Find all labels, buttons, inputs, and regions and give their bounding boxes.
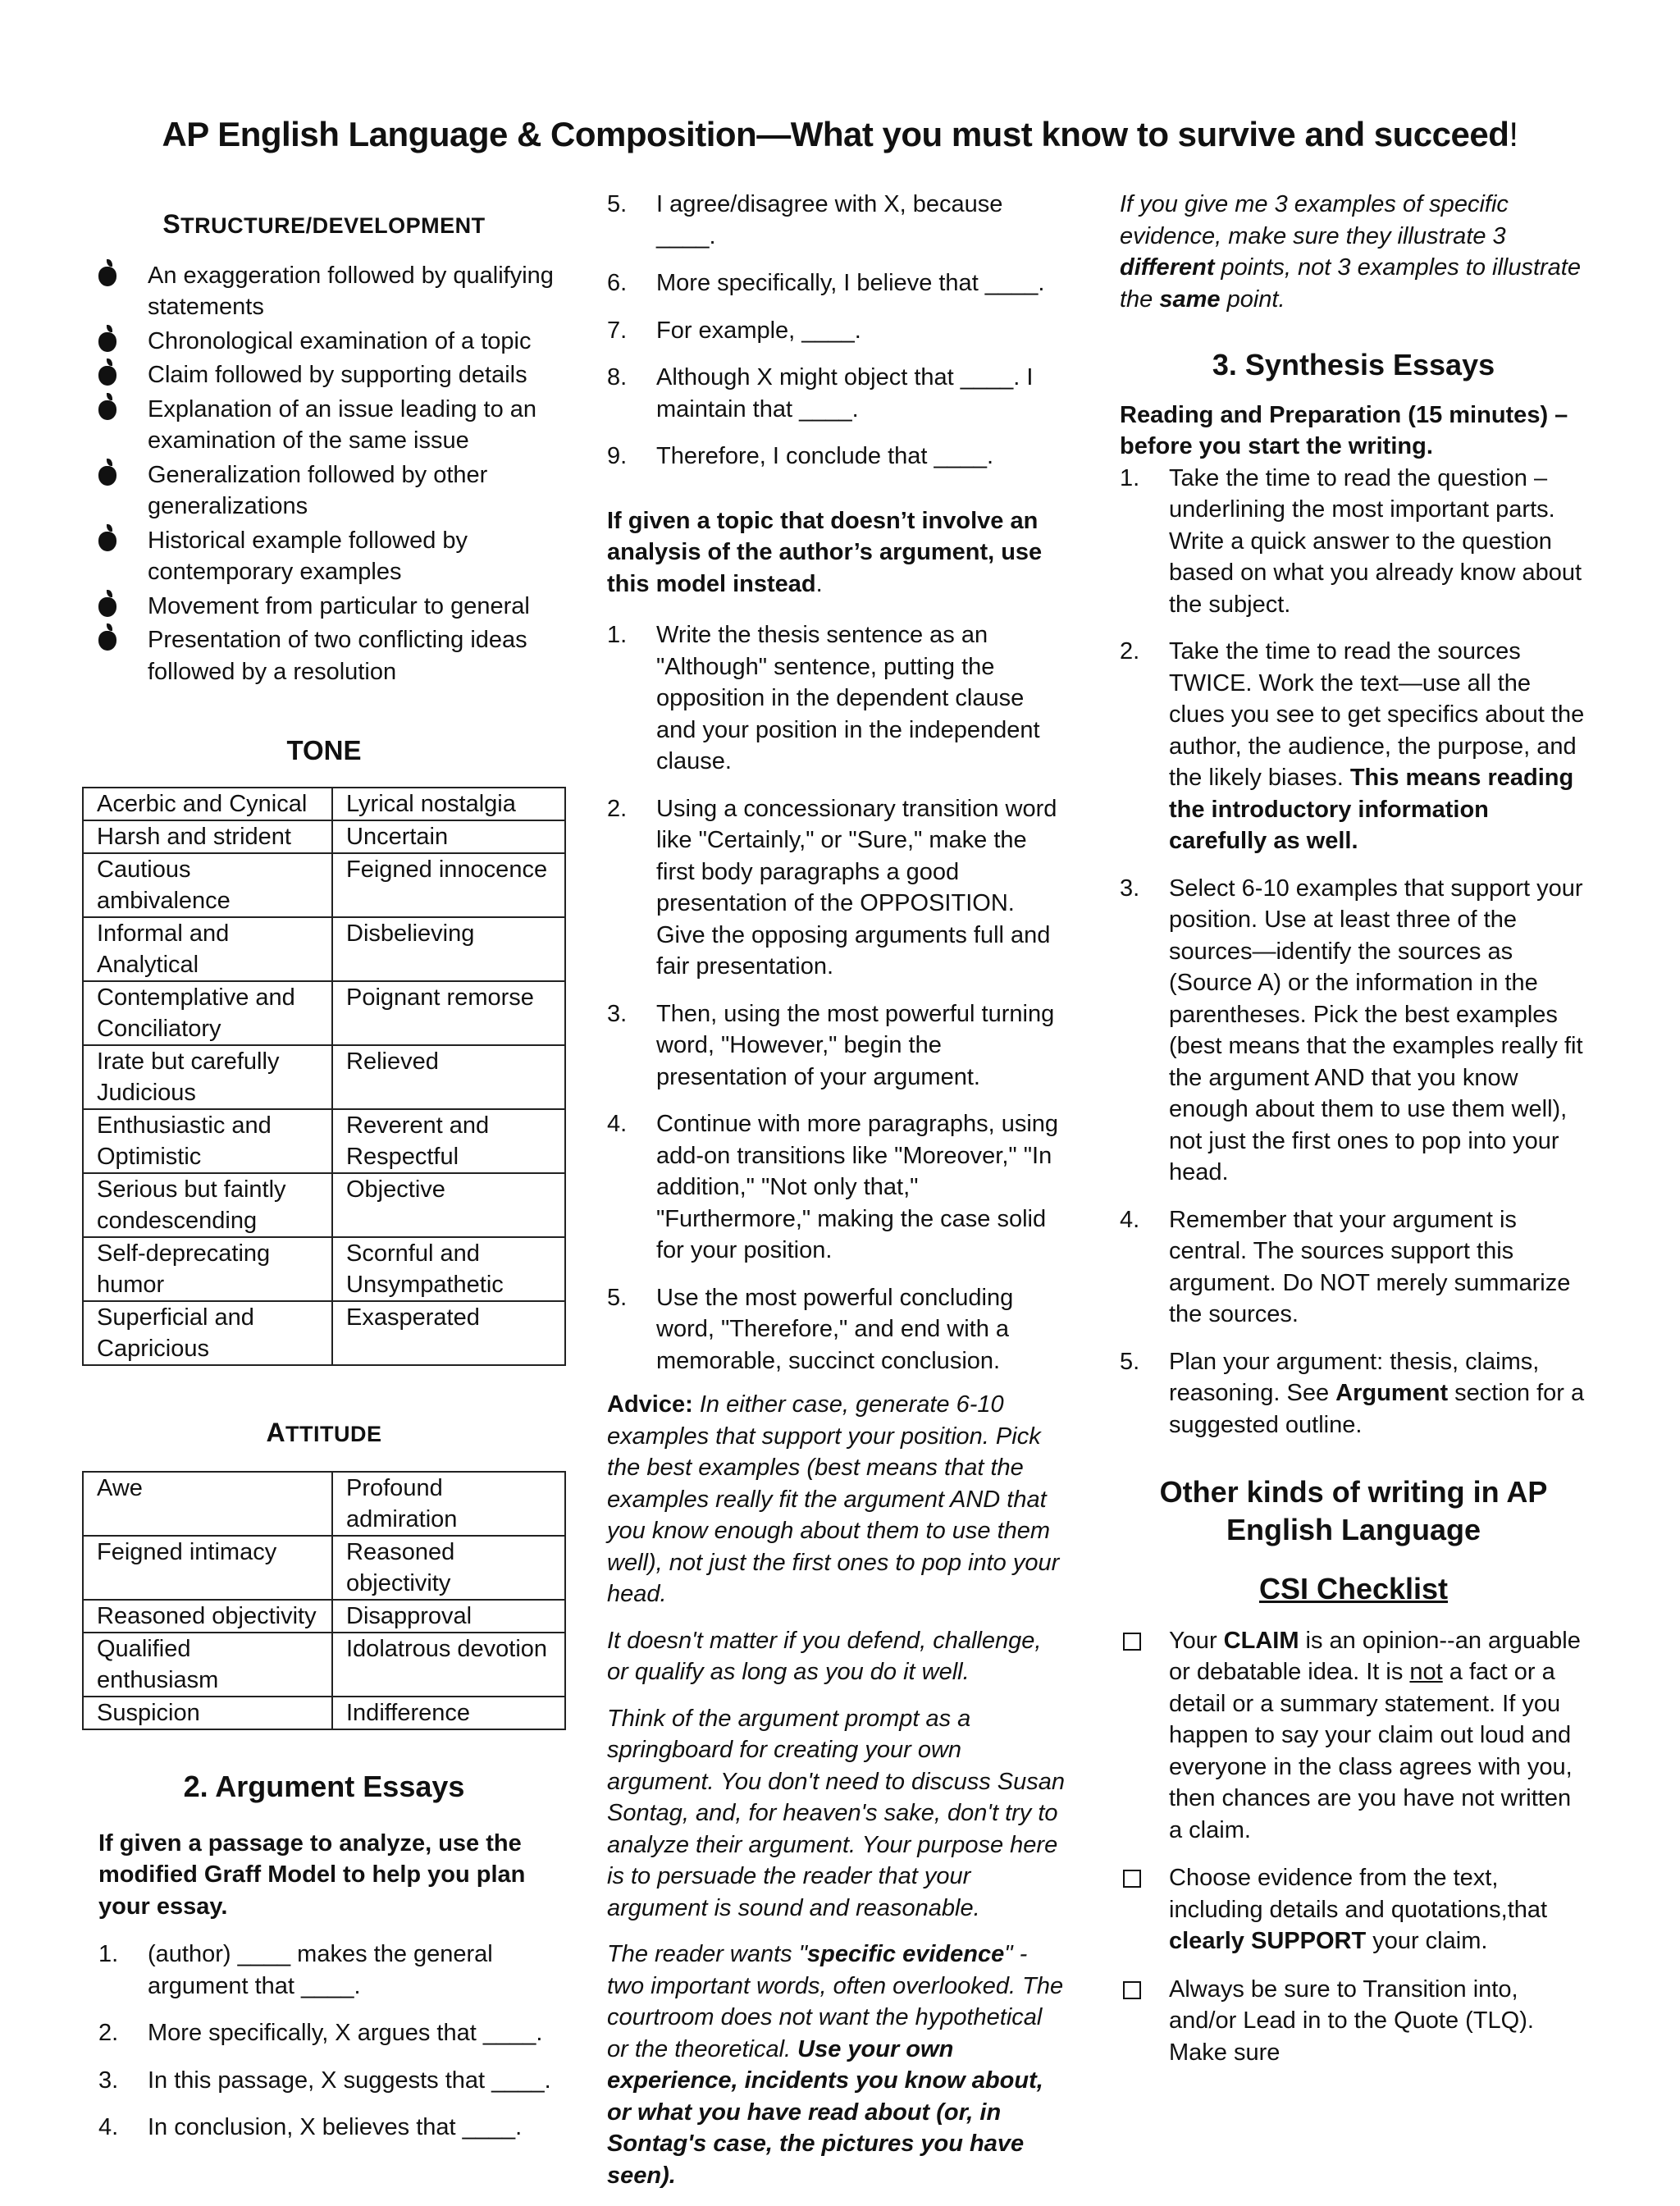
table-cell: Suspicion (83, 1697, 332, 1729)
table-cell: Self-deprecating humor (83, 1237, 332, 1301)
table-cell: Reasoned objectivity (332, 1536, 565, 1600)
checkbox-icon (1123, 1981, 1141, 1999)
list-item (607, 315, 1066, 347)
table-row (83, 788, 565, 820)
table-cell: Enthusiastic and Optimistic (83, 1109, 332, 1173)
apple-bullet-icon (98, 463, 116, 495)
attitude-heading: ATTITUDE (266, 1417, 382, 1447)
list-item (82, 260, 566, 323)
list-number: 3. (607, 1000, 628, 1027)
table-cell: Contemplative and Conciliatory (83, 981, 332, 1045)
table-row (83, 1045, 565, 1109)
list-item (82, 2017, 566, 2049)
table-cell: Reverent and Respectful (332, 1109, 565, 1173)
table-row (83, 1173, 565, 1237)
list-item (607, 189, 1066, 252)
page-title: AP English Language & Composition—What you must know to survive and succeed! (162, 115, 1518, 153)
list-number: 5. (607, 1284, 628, 1311)
list-item (607, 793, 1066, 983)
argument-intro: If given a passage to analyze, use the modified Graff Model to help you plan your essay. (98, 1829, 526, 1920)
table-cell: Relieved (332, 1045, 565, 1109)
list-item (607, 1282, 1066, 1377)
list-item (607, 441, 1066, 473)
list-item-text: I agree/disagree with X, because ____. (656, 191, 1003, 249)
defend-paragraph: It doesn't matter if you defend, challenge, or qualify as long as you do it well. (607, 1627, 1042, 1685)
specific-evidence-paragraph: The reader wants "specific evidence" - two important words, often overlooked. The courtroom does not want the hypothetical or the theoretical. Use your own experience, incidents you know about, or what you have read about (or, in Sontag's case, the pictures you have seen). (607, 1941, 1064, 2189)
alt-model-intro: If given a topic that doesn’t involve an analysis of the author’s argument, use this model instead. (607, 507, 1043, 597)
table-cell: Disapproval (332, 1600, 565, 1633)
synthesis-list (1120, 463, 1587, 1441)
table-cell: Cautious ambivalence (83, 853, 332, 917)
column-left (82, 189, 566, 2159)
table-cell: Serious but faintly condescending (83, 1173, 332, 1237)
table-row (83, 1109, 565, 1173)
list-item: 4. Remember that your argument is central. The sources support this argument. Do NOT merely summarize the sources. (1120, 1206, 1571, 1327)
checklist-item-support: Choose evidence from the text, including details and quotations,that clearly SUPPORT your claim. (1120, 1862, 1587, 1957)
table-row (83, 1633, 565, 1697)
list-item-text: More specifically, I believe that ____. (656, 270, 1045, 296)
table-cell: Feigned intimacy (83, 1536, 332, 1600)
list-number: 6. (607, 270, 628, 296)
table-row (83, 917, 565, 981)
attitude-table (82, 1471, 566, 1730)
list-item-text: Claim followed by supporting details (148, 362, 527, 388)
advice-paragraph: Advice: In either case, generate 6-10 examples that support your position. Pick the best examples (best means that the examples really fit the argument AND that you know enough about them to use them well), not just the first ones to pop into your head. (607, 1391, 1060, 1607)
list-number: 1. (98, 1941, 119, 1967)
list-item (82, 359, 566, 391)
table-row (83, 820, 565, 853)
table-row (83, 1697, 565, 1729)
list-number: 4. (98, 2114, 119, 2140)
graff-model-list-a (82, 1939, 566, 2144)
springboard-paragraph: Think of the argument prompt as a springboard for creating your own argument. You don't need to discuss Susan Sontag, and, for heaven's sake, don't try to analyze their argument. Your purpose here is to persuade the reader that your argument is sound and reasonable. (607, 1705, 1065, 1921)
checkbox-icon (1123, 1870, 1141, 1888)
argument-heading: 2. Argument Essays (183, 1770, 465, 1803)
checklist-item-claim: Your CLAIM is an opinion--an arguable or debatable idea. It is not a fact or a detail or a summary statement. If you happen to say your claim out loud and everyone in the class agrees with you, then chances are you have not written a claim. (1120, 1625, 1587, 1847)
table-row (83, 1301, 565, 1365)
list-number: 2. (607, 795, 628, 822)
table-cell: Exasperated (332, 1301, 565, 1365)
list-item-text: Using a concessionary transition word like "Certainly," or "Sure," make the first body paragraphs a good presentation of the OPPOSITION. Give the opposing arguments full and fair presentation. (656, 795, 1057, 980)
list-item-text: Explanation of an issue leading to an examination of the same issue (148, 395, 537, 454)
apple-bullet-icon (98, 628, 116, 660)
table-row (83, 981, 565, 1045)
list-item-text: Continue with more paragraphs, using add-on transitions like "Moreover," "In addition," "Not only that," "Furthermore," making the case solid for your position. (656, 1111, 1059, 1263)
list-number: 5. (607, 191, 628, 217)
apple-bullet-icon (98, 594, 116, 626)
list-number: 9. (607, 443, 628, 469)
list-item (607, 1108, 1066, 1267)
table-row (83, 1237, 565, 1301)
list-item: 3. Select 6-10 examples that support your position. Use at least three of the sources—identify the sources as (Source A) or the information in the parentheses. Pick the best examples (best means that the examples really fit the argument AND that you know enough about them to use them well), not just the first ones to pop into your head. (1120, 875, 1583, 1185)
synthesis-intro: Reading and Preparation (15 minutes) – before you start the writing. (1120, 401, 1568, 459)
list-item: 1. Take the time to read the question – underlining the most important parts. Write a quick answer to the question based on what you already know about the subject. (1120, 464, 1582, 618)
list-number: 7. (607, 317, 628, 344)
list-number: 3. (98, 2067, 119, 2094)
table-cell: Reasoned objectivity (83, 1600, 332, 1633)
list-item-text: In conclusion, X believes that ____. (148, 2114, 523, 2140)
csi-checklist-heading: CSI Checklist (1258, 1572, 1449, 1605)
table-cell: Disbelieving (332, 917, 565, 981)
table-cell: Profound admiration (332, 1472, 565, 1536)
table-cell: Indifference (332, 1697, 565, 1729)
list-item-text: An exaggeration followed by qualifying statements (148, 262, 554, 320)
list-item-text: Generalization followed by other generalizations (148, 461, 488, 519)
list-item: 5. Plan your argument: thesis, claims, reasoning. See Argument section for a suggested outline. (1120, 1348, 1585, 1438)
table-cell: Superficial and Capricious (83, 1301, 332, 1365)
list-item-text: Write the thesis sentence as an "Although" sentence, putting the opposition in the dependent clause and your position in the independent clause. (656, 622, 1040, 774)
table-cell: Informal and Analytical (83, 917, 332, 981)
list-item-text: Therefore, I conclude that ____. (656, 443, 994, 469)
list-item-text: Although X might object that ____. I maintain that ____. (656, 364, 1034, 422)
list-item (607, 267, 1066, 299)
table-cell: Lyrical nostalgia (332, 788, 565, 820)
table-cell: Irate but carefully Judicious (83, 1045, 332, 1109)
table-cell: Qualified enthusiasm (83, 1633, 332, 1697)
table-cell: Scornful and Unsympathetic (332, 1237, 565, 1301)
list-item: 2. Take the time to read the sources TWICE. Work the text—use all the clues you see to get specifics about the author, the audience, the purpose, and the likely biases. This means reading the introductory information carefully as well. (1120, 638, 1585, 854)
table-row (83, 853, 565, 917)
list-item (82, 2065, 566, 2097)
list-item-text: Then, using the most powerful turning word, "However," begin the presentation of your argument. (656, 1000, 1055, 1090)
synthesis-heading: 3. Synthesis Essays (1212, 348, 1495, 381)
table-row (83, 1472, 565, 1536)
list-item-text: Chronological examination of a topic (148, 327, 532, 354)
list-item (607, 619, 1066, 778)
list-item (82, 326, 566, 358)
list-item-text: Historical example followed by contemporary examples (148, 527, 468, 585)
list-item (82, 591, 566, 623)
list-item (82, 1939, 566, 2002)
tone-heading: TONE (286, 735, 362, 765)
list-item (82, 624, 566, 687)
table-cell: Feigned innocence (332, 853, 565, 917)
table-cell: Poignant remorse (332, 981, 565, 1045)
list-item (82, 2112, 566, 2144)
list-number: 8. (607, 364, 628, 391)
alt-model-list (607, 619, 1066, 1377)
list-item-text: For example, ____. (656, 317, 861, 344)
list-item (607, 362, 1066, 425)
list-number: 4. (607, 1111, 628, 1137)
list-item-text: Use the most powerful concluding word, "Therefore," and end with a memorable, succinct conclusion. (656, 1284, 1014, 1374)
table-row (83, 1536, 565, 1600)
apple-bullet-icon (98, 528, 116, 560)
table-cell: Uncertain (332, 820, 565, 853)
list-item (82, 459, 566, 523)
list-number: 1. (607, 622, 628, 648)
list-item-text: Presentation of two conflicting ideas followed by a resolution (148, 627, 527, 685)
list-item (82, 394, 566, 457)
list-item-text: In this passage, X suggests that ____. (148, 2067, 551, 2094)
apple-bullet-icon (98, 397, 116, 429)
column-right (1120, 189, 1587, 2085)
csi-checklist (1120, 1625, 1587, 2069)
apple-bullet-icon (98, 363, 116, 395)
structure-list (82, 260, 566, 688)
list-item-text: More specifically, X argues that ____. (148, 2020, 543, 2046)
examples-paragraph: If you give me 3 examples of specific evidence, make sure they illustrate 3 different points, not 3 examples to illustrate the same point. (1120, 191, 1581, 313)
table-cell: Objective (332, 1173, 565, 1237)
table-cell: Awe (83, 1472, 332, 1536)
apple-bullet-icon (98, 329, 116, 361)
other-writing-heading: Other kinds of writing in AP English Language (1159, 1475, 1548, 1546)
list-number: 2. (98, 2020, 119, 2046)
list-item-text: Movement from particular to general (148, 592, 530, 619)
list-item (607, 998, 1066, 1094)
tone-table (82, 787, 566, 1366)
table-cell: Harsh and strident (83, 820, 332, 853)
table-cell: Idolatrous devotion (332, 1633, 565, 1697)
checklist-item-transition: Always be sure to Transition into, and/or Lead in to the Quote (TLQ). Make sure (1120, 1974, 1587, 2069)
column-middle (607, 189, 1066, 2206)
list-item (82, 525, 566, 588)
table-cell: Acerbic and Cynical (83, 788, 332, 820)
checkbox-icon (1123, 1633, 1141, 1651)
apple-bullet-icon (98, 263, 116, 295)
list-item-text: (author) ____ makes the general argument that ____. (148, 1941, 493, 1999)
structure-heading: STRUCTURE/DEVELOPMENT (162, 209, 486, 239)
graff-model-list-b (607, 189, 1066, 473)
table-row (83, 1600, 565, 1633)
